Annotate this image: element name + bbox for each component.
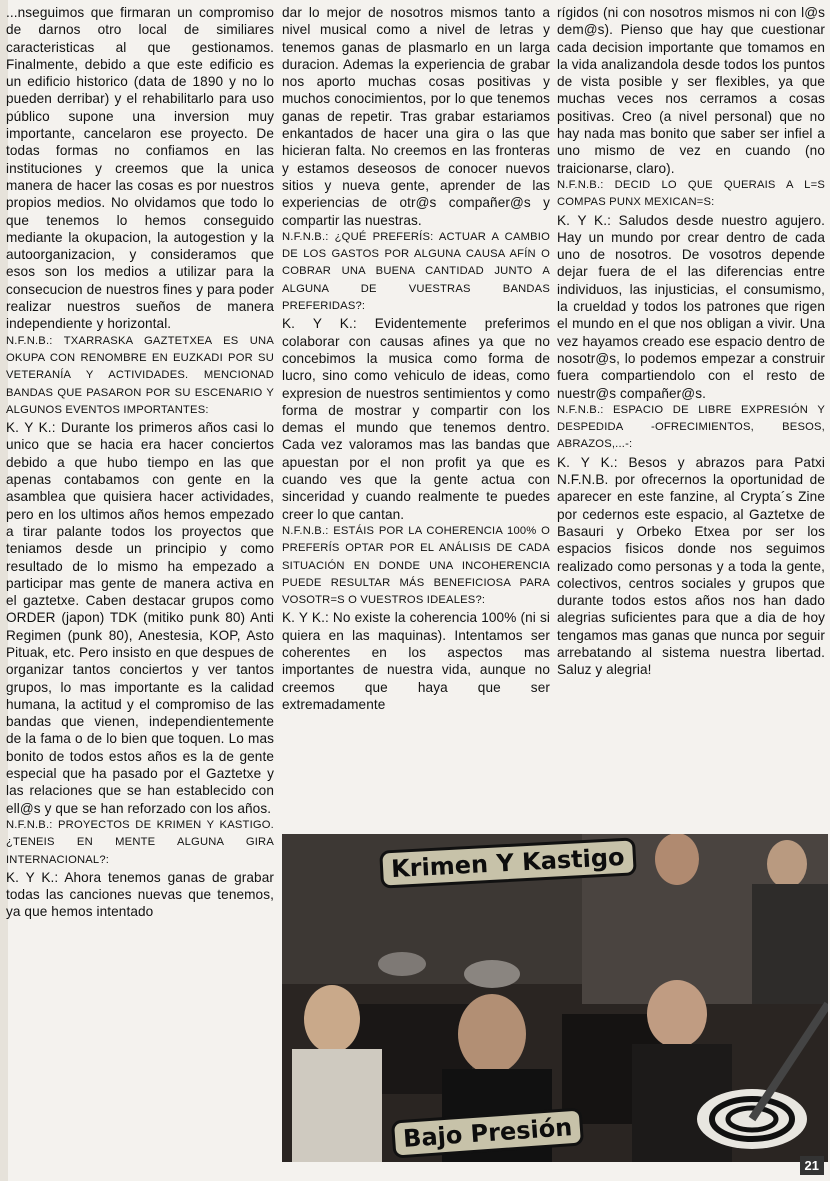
interview-question: N.F.N.B.: ESPACIO DE LIBRE EXPRESIÓN Y DESPEDIDA -OFRECIMIENTOS, BESOS, ABRAZOS,...-:: [557, 403, 825, 451]
paragraph: K. Y K.: Saludos desde nuestro agujero. Hay un mundo por crear dentro de cada uno de nosotros. De vosotros depende dejar fuera de el las diferencias entre individuos, las injusticias, el consumismo, la crueldad y todos los patrones que rigen el mundo en el que nos obligan a vivir. Una vez hayamos creado ese espacio dentro de nosotr@s, lo podemos empezar a construir fuera compartiendolo con el resto de nuestr@s compañer@s.: [557, 212, 825, 401]
interview-question: N.F.N.B.: PROYECTOS DE KRIMEN Y KASTIGO. ¿TENEIS EN MENTE ALGUNA GIRA INTERNACIONAL?:: [6, 818, 274, 866]
text-column-3: [557, 4, 825, 830]
interview-question: N.F.N.B.: ¿QUÉ PREFERÍS: ACTUAR A CAMBIO DE LOS GASTOS POR ALGUNA CAUSA AFÍN O COBRAR UNA BUENA CANTIDAD JUNTO A ALGUNA DE VUESTRAS BANDAS PREFERIDAS?:: [282, 230, 550, 313]
paragraph: rígidos (ni con nosotros mismos ni con l@s dem@s). Pienso que hay que cuestionar cada decision importante que tomamos en la vida analizandola desde todos los puntos de vista posible y ser flexibles, ya que muchas veces nos cerramos a cosas positivas. Creo (a nivel personal) que no hay nada mas bonito que saber ser infiel a uno mismo de vez en cuando (no traicionarse, claro).: [557, 5, 825, 176]
paragraph: K. Y K.: Durante los primeros años casi lo unico que se hacia era hacer conciertos debido a que hubo tiempo en las que apenas contabamos con gente en la asamblea que quisiera hacer actividades, pero en los ultimos años hemos empezado a tirar palante todos los proyectos que teniamos desde un principio y como resultado de lo mismo ha empezado a participar mas gente de manera activa en el gaztetxe. Caben destacar grupos como ORDER (japon) TDK (mitiko punk 80) Anti Regimen (punk 80), Anestesia, KOP, Asto Pituak, etc. Pero insisto en que despues de organizar tantos conciertos y ver tantos grupos, lo mas importante es la calidad humana, la actitud y el compromiso de las bandas que vienen, independientemente de la fama o de lo bien que toquen. Lo mas bonito de todos estos años es la de gente especial que ha pasado por el Gaztetxe y las relaciones que se han establecido con ell@s y que se han reforzado con los años.: [6, 420, 274, 816]
page-number: 21: [800, 1156, 824, 1175]
text-column-1: [6, 4, 274, 1154]
band-name-label-secondary: Bajo Presión: [391, 1107, 585, 1158]
interview-question: N.F.N.B.: ESTÁIS POR LA COHERENCIA 100% O PREFERÍS OPTAR POR EL ANÁLISIS DE CADA SITUACIÓN EN DONDE UNA INCOHERENCIA PUEDE RESULTAR MÁS BENEFICIOSA PARA VOSOTR=S O VUESTROS IDEALES?:: [282, 524, 550, 607]
paragraph: ...nseguimos que firmaran un compromiso de darnos otro local de similiares caracteristicas al que gestionamos. Finalmente, debido a que este edificio es un edificio historico (data de 1890 y no lo pueden derribar) y el rehabilitarlo para uso público supone una inversion muy importante, cancelaron ese proyecto. De todas formas no confiamos en las instituciones y creemos que la unica manera de hacer las cosas es por nuestros propios medios. No olvidamos que todo lo que tenemos lo hemos conseguido mediante la okupacion, la autogestion y la autoorganizacion, y consideramos que esos son los medios a utilizar para la consecucion de nuestros fines y para poder realizar nuestros sueños de manera independiente y horizontal.: [6, 5, 274, 332]
paragraph: K. Y K.: Evidentemente preferimos colaborar con causas afines ya que no concebimos la musica como forma de lucro, sino como vehiculo de ideas, como expresion de nuestros sentimientos y como forma de mostrar y compartir con los demas el mundo que tenemos dentro. Cada vez valoramos mas las bandas que apuestan por el non profit ya que es cuando ves que la gente actua con sinceridad y cuando realmente te puedes creer lo que cantan.: [282, 316, 550, 522]
band-photo-collage: [282, 834, 828, 1162]
band-name-label: Krimen Y Kastigo: [379, 837, 636, 888]
paragraph: K. Y K.: Besos y abrazos para Patxi N.F.N.B. por ofrecernos la oportunidad de aparecer en este fanzine, al Crypta´s Zine por cedernos este espacio, al Gaztetxe de Basauri y Orbeko Etxea por ser los espacios fisicos donde nos seguimos realizado como personas y a toda la gente, colectivos, centros sociales y grupos que durante todos estos años nos han dado alegrias suficientes para que a dia de hoy tengamos mas ganas que nunca por seguir arrebatando al sistema nuestra libertad. Saluz y alegria!: [557, 454, 825, 678]
paragraph: dar lo mejor de nosotros mismos tanto a nivel musical como a nivel de letras y tenemos ganas de plasmarlo en un larga duracion. Ademas la experiencia de grabar nos aporto muchas cosas positivas y muchos conocimientos, por lo que tenemos ganas de repetir. Tras grabar estariamos enkantados de hacer una gira o las que hicieran falta. No creemos en las fronteras y estamos deseosos de conocer nuevos sitios y nueva gente, aprender de las experiencias de otr@s compañer@s y compartir las nuestras.: [282, 5, 550, 228]
paragraph: K. Y K.: Ahora tenemos ganas de grabar todas las canciones nuevas que tenemos, ya que hemos intentado: [6, 869, 274, 920]
interview-question: N.F.N.B.: DECID LO QUE QUERAIS A L=S COMPAS PUNX MEXICAN=S:: [557, 178, 825, 209]
paragraph: K. Y K.: No existe la coherencia 100% (ni si quiera en las maquinas). Intentamos ser coherentes en los aspectos mas importantes de nuestra vida, aunque no creemos que haya que ser extremadamente: [282, 610, 550, 712]
interview-question: N.F.N.B.: TXARRASKA GAZTETXEA ES UNA OKUPA CON RENOMBRE EN EUZKADI POR SU VETERANÍA Y ACTIVIDADES. MENCIONAD BANDAS QUE PASARON POR SU ESCENARIO Y ALGUNOS EVENTOS IMPORTANTES:: [6, 334, 274, 416]
text-column-2: [282, 4, 550, 830]
